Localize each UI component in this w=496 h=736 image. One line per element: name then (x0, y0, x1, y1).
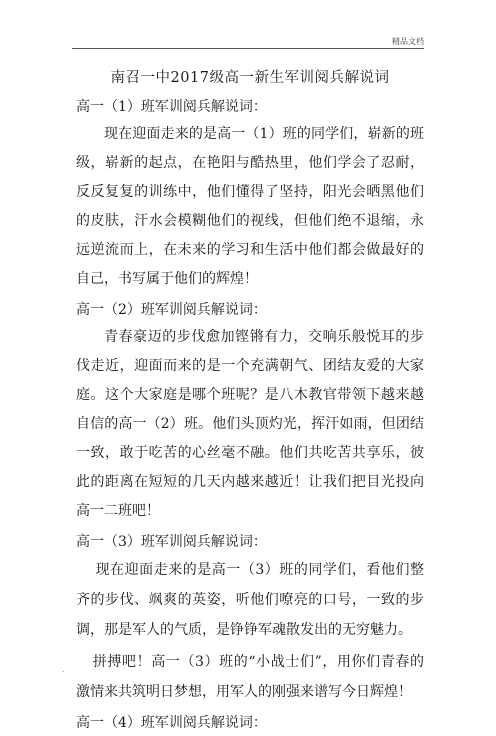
footer-mark: . (62, 665, 65, 674)
header-tag: 精品文档 (392, 37, 424, 46)
section-heading: 高一（2）班军训阅兵解说词： (76, 302, 267, 318)
section-class-1 (76, 95, 424, 294)
section-heading: 高一（3）班军训阅兵解说词： (76, 534, 267, 550)
header-rule (72, 48, 424, 49)
document-title: 南召一中2017级高一新生军训阅兵解说词 (110, 70, 390, 86)
section-paragraph: 现在迎面走来的是高一（1）班的同学们，崭新的班级，崭新的起点，在艳阳与酷热里，他们学会了忍耐，反反复复的训练中，他们懂得了坚持，阳光会晒黑他们的皮肤，汗水会模糊他们的视线，但他们绝不退缩，永远逆流而上，在未来的学习和生活中他们都会做最好的自己，书写属于他们的辉煌！ (76, 126, 424, 287)
section-paragraph: 拼搏吧！高一（3）班的“小战士们”，用你们青春的激情来共筑明日梦想，用军人的刚强来谱写今日辉煌！ (76, 654, 424, 700)
section-paragraph: 现在迎面走来的是高一（3）班的同学们，看他们整齐的步伐、飒爽的英姿，听他们嘹亮的口号，一致的步调，那是军人的气质，是铮铮军魂散发出的无穷魅力。 (76, 562, 424, 638)
document-body (76, 66, 424, 736)
section-paragraph: 青春豪迈的步伐愈加铿锵有力，交响乐般悦耳的步伐走近，迎面而来的是一个充满朝气、团结友爱的大家庭。这个大家庭是哪个班呢？是八木教官带领下越来越自信的高一（2）班。他们头顶灼光，挥汗如雨，但团结一致，敢于吃苦的心丝毫不融。他们共吃苦共享乐，彼此的距离在短短的几天内越来越近！让我们把目光投向高一二班吧！ (76, 329, 424, 519)
section-heading: 高一（4）班军训阅兵解说词： (76, 715, 267, 731)
section-class-3 (76, 530, 424, 707)
section-class-4 (76, 711, 424, 736)
section-class-2 (76, 298, 424, 526)
section-heading: 高一（1）班军训阅兵解说词： (76, 99, 267, 115)
